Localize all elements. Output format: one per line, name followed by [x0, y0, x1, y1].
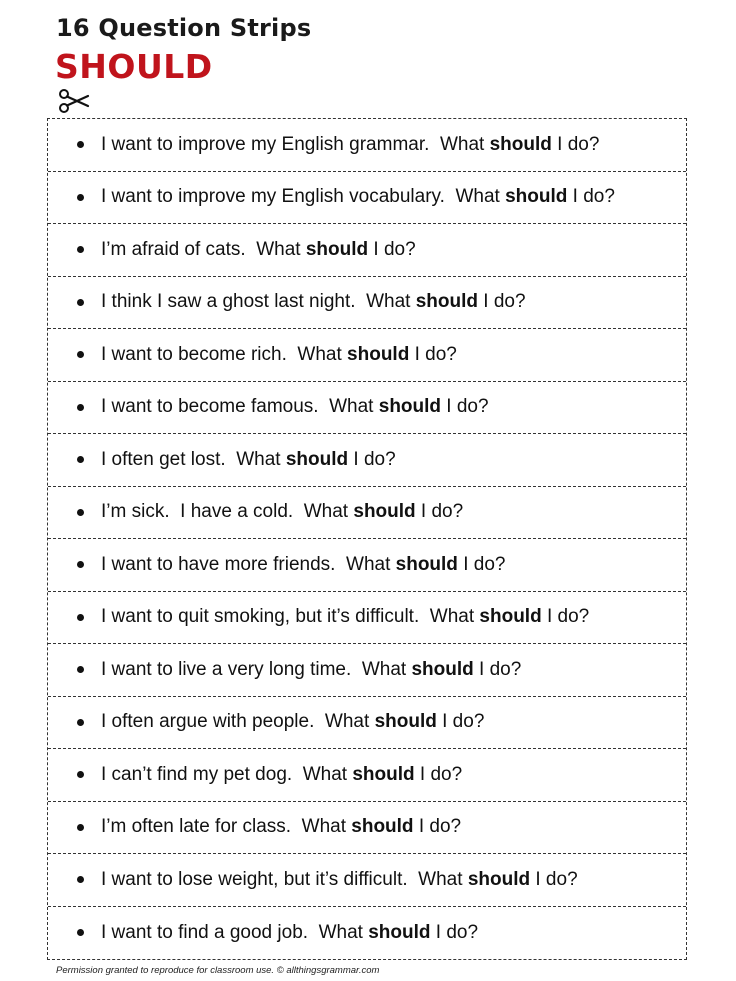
question-strip	[48, 749, 686, 802]
strip-text	[101, 501, 463, 523]
question-strip	[48, 697, 686, 750]
strip-keyword: should	[305, 238, 369, 260]
strip-keyword: should	[411, 658, 474, 680]
strip-text-before: I often get lost. What	[101, 448, 286, 470]
question-strip	[48, 434, 686, 487]
strip-text	[101, 659, 521, 681]
strip-text-before: I’m often late for class. What	[101, 816, 352, 838]
strip-text-after: I do?	[430, 921, 479, 943]
strip-text	[101, 711, 484, 733]
strip-text-before: I want to quit smoking, but it’s difficult. What	[101, 606, 480, 628]
strip-keyword: should	[347, 343, 410, 365]
strip-text-after: I do?	[551, 133, 600, 155]
question-strip	[48, 172, 686, 225]
strip-keyword: should	[378, 396, 442, 418]
question-strip	[48, 224, 686, 277]
strip-text-after: I do?	[478, 291, 526, 313]
strip-text-after: I do?	[441, 396, 489, 418]
strip-text	[101, 396, 489, 418]
strip-text-after: I do?	[541, 606, 590, 628]
strip-text	[101, 554, 505, 576]
strip-text-after: I do?	[473, 658, 522, 680]
strip-text-before: I want to lose weight, but it’s difficult. What	[101, 868, 468, 890]
question-strip	[48, 487, 686, 540]
strip-text-after: I do?	[348, 448, 396, 470]
strip-text-before: I often argue with people. What	[101, 711, 375, 733]
bullet-icon	[77, 456, 84, 463]
strip-text-before: I want to improve my English vocabulary. What	[101, 186, 506, 208]
question-strip	[48, 907, 686, 960]
strip-keyword: should	[505, 186, 568, 208]
strip-text-after: I do?	[436, 711, 485, 733]
strip-text	[101, 134, 599, 156]
bullet-icon	[77, 719, 84, 726]
strip-text-after: I do?	[368, 238, 416, 260]
strip-text-after: I do?	[457, 553, 506, 575]
footer-permission: Permission granted to reproduce for classroom use. © allthingsgrammar.com	[56, 965, 380, 976]
strip-keyword: should	[467, 868, 531, 890]
bullet-icon	[77, 614, 84, 621]
bullet-icon	[77, 194, 84, 201]
bullet-icon	[77, 666, 84, 673]
bullet-icon	[77, 929, 84, 936]
strip-text-before: I want to become rich. What	[101, 343, 348, 365]
strip-text-after: I do?	[413, 816, 462, 838]
question-strip	[48, 539, 686, 592]
strip-text-before: I’m sick. I have a cold. What	[101, 501, 354, 523]
bullet-icon	[77, 561, 84, 568]
bullet-icon	[77, 509, 84, 516]
strip-text	[101, 239, 416, 261]
strip-keyword: should	[374, 711, 437, 733]
strip-text-before: I think I saw a ghost last night. What	[101, 291, 416, 313]
strip-text	[101, 922, 478, 944]
strip-text	[101, 606, 589, 628]
strip-text	[101, 344, 457, 366]
strip-text	[101, 291, 526, 313]
bullet-icon	[77, 404, 84, 411]
strip-text-before: I’m afraid of cats. What	[101, 238, 306, 260]
strip-text-after: I do?	[567, 186, 615, 208]
strip-text	[101, 869, 578, 891]
strip-text-before: I can’t find my pet dog. What	[101, 763, 353, 785]
scissors-icon	[55, 84, 91, 118]
strip-text-before: I want to find a good job. What	[101, 921, 369, 943]
question-strip	[48, 644, 686, 697]
strip-text-before: I want to improve my English grammar. What	[101, 133, 490, 155]
strip-keyword: should	[352, 763, 415, 785]
strip-keyword: should	[415, 291, 478, 313]
strip-keyword: should	[479, 606, 542, 628]
strip-text-after: I do?	[414, 763, 463, 785]
strip-keyword: should	[285, 448, 349, 470]
strip-text-after: I do?	[415, 501, 464, 523]
strip-text-after: I do?	[409, 343, 457, 365]
strip-text	[101, 449, 396, 471]
strip-text-before: I want to become famous. What	[101, 396, 379, 418]
strip-keyword: should	[351, 816, 414, 838]
bullet-icon	[77, 299, 84, 306]
bullet-icon	[77, 351, 84, 358]
question-strips	[47, 118, 687, 960]
bullet-icon	[77, 246, 84, 253]
bullet-icon	[77, 876, 84, 883]
strip-text-after: I do?	[530, 868, 578, 890]
question-strip	[48, 277, 686, 330]
question-strip	[48, 592, 686, 645]
bullet-icon	[77, 771, 84, 778]
strip-keyword: should	[489, 133, 552, 155]
question-strip	[48, 119, 686, 172]
strip-text-before: I want to have more friends. What	[101, 553, 396, 575]
page-title: 16 Question Strips	[56, 14, 312, 42]
strip-text-before: I want to live a very long time. What	[101, 658, 412, 680]
page-subtitle: SHOULD	[55, 47, 213, 86]
question-strip	[48, 329, 686, 382]
strip-text	[101, 764, 462, 786]
question-strip	[48, 802, 686, 855]
strip-keyword: should	[368, 921, 431, 943]
strip-text	[101, 186, 615, 208]
bullet-icon	[77, 824, 84, 831]
strip-keyword: should	[395, 553, 458, 575]
strip-keyword: should	[353, 501, 416, 523]
strip-text	[101, 816, 461, 838]
question-strip	[48, 854, 686, 907]
bullet-icon	[77, 141, 84, 148]
question-strip	[48, 382, 686, 435]
